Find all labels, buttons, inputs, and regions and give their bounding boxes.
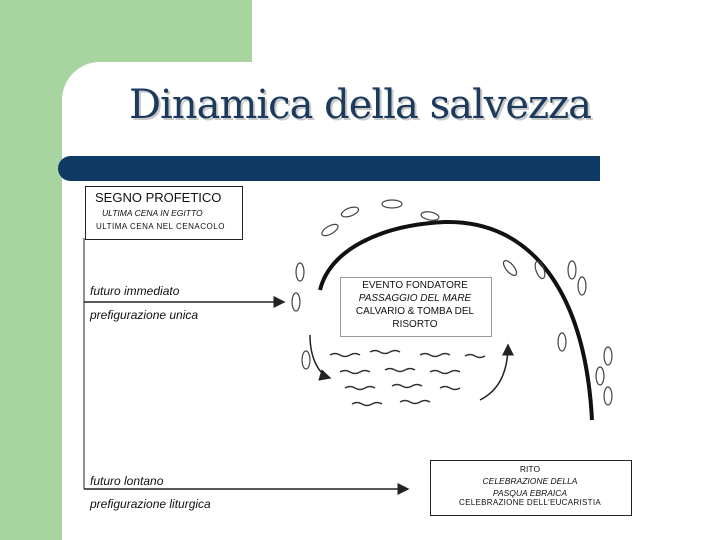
label-futuro-lontano: futuro lontano [90, 474, 164, 488]
segno-line-egitto: ULTIMA CENA IN EGITTO [102, 208, 203, 218]
segno-profetico-heading: SEGNO PROFETICO [95, 190, 222, 205]
rito-line-2: CELEBRAZIONE DELLA [482, 476, 578, 486]
evento-line-3: CALVARIO & TOMBA DEL [355, 306, 475, 317]
rito-line-4: CELEBRAZIONE DELL'EUCARISTIA [459, 498, 601, 507]
label-futuro-immediato: futuro immediato [90, 284, 180, 298]
small-arc-arrow [310, 335, 330, 378]
segno-line-cenacolo: ULTIMA CENA NEL CENACOLO [96, 222, 225, 231]
evento-line-1: EVENTO FONDATORE [362, 280, 468, 291]
evento-line-2: PASSAGGIO DEL MARE [358, 293, 472, 304]
sea-waves [330, 351, 485, 406]
right-arc-arrow [480, 345, 508, 400]
page-title: Dinamica della salvezza [128, 82, 592, 128]
rito-line-3: PASQUA EBRAICA [492, 488, 568, 498]
evento-line-4: RISORTO [392, 319, 438, 330]
label-prefigurazione-liturgica: prefigurazione liturgica [90, 497, 211, 511]
rito-line-1: RITO [519, 464, 541, 474]
label-prefigurazione-unica: prefigurazione unica [90, 308, 199, 322]
